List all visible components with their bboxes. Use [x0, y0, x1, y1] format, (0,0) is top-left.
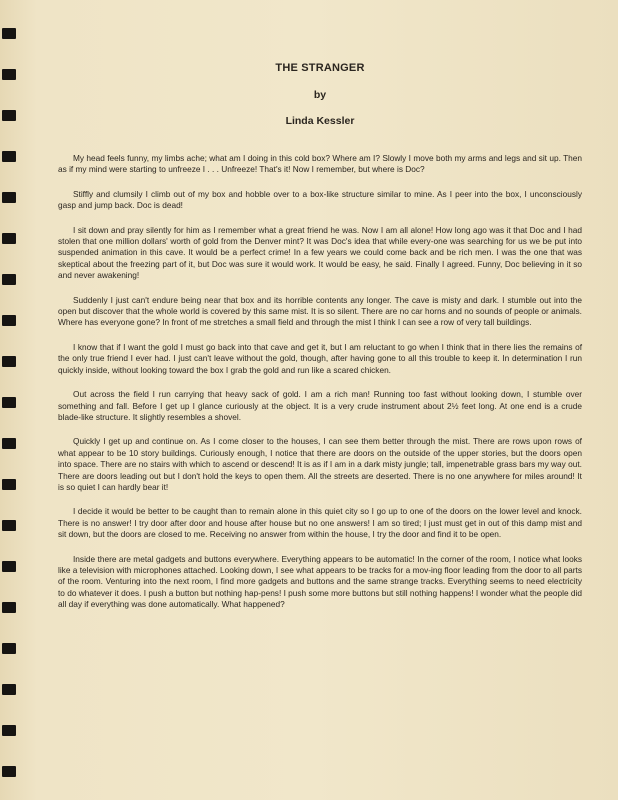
paragraph: Stiffly and clumsily I climb out of my box and hobble over to a box-like structure similar to mine. As I peer into the box, I unconsciously gasp and jump back. Doc is dead! — [58, 188, 582, 211]
binding-ring — [2, 561, 16, 572]
byline-by: by — [313, 89, 327, 101]
story-content — [58, 62, 582, 624]
paragraph: Out across the field I run carrying that heavy sack of gold. I am a rich man! Running too fast without looking down, I stumble over something and fall. Before I get up I glance curiously at the object. It is a very crude instrument about 2½ feet long. At one end is a crude blade-like structure. It slightly resembles a shovel. — [58, 389, 582, 422]
binding-ring — [2, 479, 16, 490]
paragraph: Quickly I get up and continue on. As I come closer to the houses, I can see them better through the mist. There are rows upon rows of what appear to be 10 story buildings. Curiously enough, I notice that there are doors on the outside of the upper stories, but the doors open into space. There are no stairs with which to ascend or descend! It is as if I am in a dark misty jungle; tall, impenetrable grass bars my way out. There are doors leading out but I don't hold the keys to open them. All the streets are deserted. There is no one anywhere for miles around! It is so quiet I can hardly bear it! — [58, 436, 582, 492]
binding-ring — [2, 315, 16, 326]
binding-ring — [2, 520, 16, 531]
paragraph: I decide it would be better to be caught than to remain alone in this quiet city so I go up to one of the doors on the lower level and knock. There is no answer! I try door after door and house after house but no one answers! I am so tired; I just must get in out of this damp mist and sit down, but the doors are closed to me. Receiving no answer from within the house, I try the door and find it to be open. — [58, 506, 582, 540]
paragraph: I sit down and pray silently for him as I remember what a great friend he was. Now I am all alone! How long ago was it that Doc and I had stolen that one million dollars' worth of gold from the Denver mint? It was Doc's idea that while every-one was searching for us we be put into suspended animation in this cave. It would be a perfect crime! In a few years we could come back and be rich men. I was the one that was skeptical about the freezing part of it, but Doc was sure it would work. It would be easy, he said. Finally I agreed. Funny, Doc believing in it so and never awakening! — [58, 224, 582, 281]
binding-ring — [2, 69, 16, 80]
binding-ring — [2, 233, 16, 244]
author-name: Linda Kessler — [285, 115, 355, 127]
binding-ring — [2, 397, 16, 408]
paragraph: Suddenly I just can't endure being near that box and its horrible contents any longer. The cave is misty and dark. I stumble out into the open but discover that the whole world is covered by this same mist. It is so silent. There are no car horns and no sounds of people or animals. Where has everyone gone? In front of me stretches a small field and through the mist I think I can see a row of very tall buildings. — [58, 294, 582, 328]
binding-ring — [2, 356, 16, 367]
paragraph: My head feels funny, my limbs ache; what am I doing in this cold box? Where am I? Slowly I move both my arms and legs and sit up. Then as if my mind were starting to unfreeze I . . . Unfreeze! That's it! Now I remember, but where is Doc? — [58, 153, 582, 175]
story-title: THE STRANGER — [275, 62, 365, 74]
binding-ring — [2, 643, 16, 654]
binding-ring — [2, 192, 16, 203]
binding-ring — [2, 766, 16, 777]
binding-ring — [2, 151, 16, 162]
spiral-binding — [0, 0, 24, 800]
story-body — [58, 153, 582, 611]
paragraph: Inside there are metal gadgets and buttons everywhere. Everything appears to be automatic! In the corner of the room, I notice what looks like a television with microphones attached. Looking down, I see what appears to be tracks for a mov-ing floor leading from the door to all parts of the room. Venturing into the next room, I find more gadgets and buttons and the same strange tracks. Everything seems to need electricity to do whatever it does. I push a button but nothing hap-pens! I push some more buttons but still nothing happens! I wonder what the people did all day if everything was done automatically. What happened? — [58, 553, 582, 610]
paragraph: I know that if I want the gold I must go back into that cave and get it, but I am reluctant to go when I think that in there lies the remains of the only true friend I ever had. I just can't leave without the gold, though, after having gone to all this trouble to keep it. In determination I run quickly inside, without looking toward the box I grab the gold and run like a scared chicken. — [58, 341, 582, 375]
binding-ring — [2, 602, 16, 613]
binding-ring — [2, 684, 16, 695]
binding-ring — [2, 110, 16, 121]
binding-ring — [2, 274, 16, 285]
binding-ring — [2, 438, 16, 449]
binding-ring — [2, 28, 16, 39]
binding-ring — [2, 725, 16, 736]
